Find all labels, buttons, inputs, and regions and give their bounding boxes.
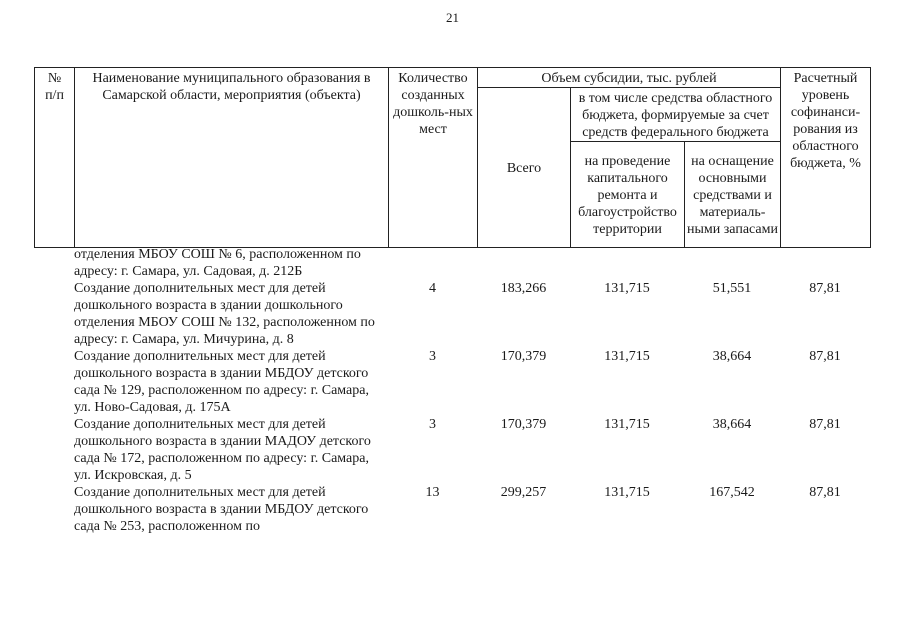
row-equipment: 38,664: [712, 349, 752, 364]
row-places: 4: [429, 281, 436, 296]
row-name: Создание дополнительных мест для детей дошкольного возраста в здании МАДОУ детского сада № 172, расположенном по адресу: г. Самара, ул. Искровская, д. 5: [74, 417, 371, 483]
table-row: [34, 280, 870, 348]
table-body: [34, 246, 870, 535]
row-level: 87,81: [809, 485, 841, 500]
table-row: [34, 348, 870, 416]
row-level: 87,81: [809, 349, 841, 364]
row-name: отделения МБОУ СОШ № 6, расположенном по адресу: г. Самара, ул. Садовая, д. 212Б: [74, 247, 361, 279]
header-places: Количество созданных дошколь-ных мест: [389, 68, 478, 248]
row-equipment: 38,664: [712, 417, 752, 432]
row-repair: 131,715: [604, 281, 650, 296]
header-name: Наименование муниципального образования в Самарской области, мероприятия (объекта): [75, 68, 389, 248]
row-level: 87,81: [809, 281, 841, 296]
row-repair: 131,715: [604, 349, 650, 364]
row-level: 87,81: [809, 417, 841, 432]
row-repair: [570, 246, 684, 280]
row-name: Создание дополнительных мест для детей дошкольного возраста в здании МБДОУ детского сада № 129, расположенном по адресу: г. Самара, ул. Ново-Садовая, д. 175А: [74, 349, 369, 415]
row-total: [477, 246, 570, 280]
table-header: [34, 67, 871, 248]
header-federal: в том числе средства областного бюджета, формируемые за счет средств федерального бюджета: [571, 88, 781, 142]
row-places: 13: [425, 485, 440, 500]
row-name: Создание дополнительных мест для детей дошкольного возраста в здании МБДОУ детского сада № 253, расположенном по: [74, 485, 369, 534]
header-num: № п/п: [35, 68, 75, 248]
row-total: 299,257: [500, 485, 547, 500]
row-name: Создание дополнительных мест для детей дошкольного возраста в здании дошкольного отделения МБОУ СОШ № 132, расположенном по адресу: г. Самара, ул. Мичурина, д. 8: [74, 281, 375, 347]
header-subsidy: Объем субсидии, тыс. рублей: [478, 68, 781, 88]
table-row: [34, 246, 870, 280]
row-repair: 131,715: [604, 417, 650, 432]
table-row: [34, 484, 870, 535]
row-places: [388, 246, 477, 280]
header-total: Всего: [478, 88, 571, 248]
page-number: 21: [446, 10, 459, 25]
row-equipment: 167,542: [709, 485, 755, 500]
row-total: 183,266: [500, 281, 547, 296]
header-level: Расчетный уровень софинанси-рования из областного бюджета, %: [781, 68, 871, 248]
row-places: 3: [429, 349, 436, 364]
row-total: 170,379: [500, 349, 547, 364]
header-repair: на проведение капитального ремонта и благоустройство территории: [571, 142, 685, 248]
row-equipment: [684, 246, 780, 280]
row-total: 170,379: [500, 417, 547, 432]
header-equipment: на оснащение основными средствами и материаль-ными запасами: [685, 142, 781, 248]
row-repair: 131,715: [604, 485, 650, 500]
row-equipment: 51,551: [712, 281, 752, 296]
table-row: [34, 416, 870, 484]
row-level: [780, 246, 870, 280]
row-places: 3: [429, 417, 436, 432]
